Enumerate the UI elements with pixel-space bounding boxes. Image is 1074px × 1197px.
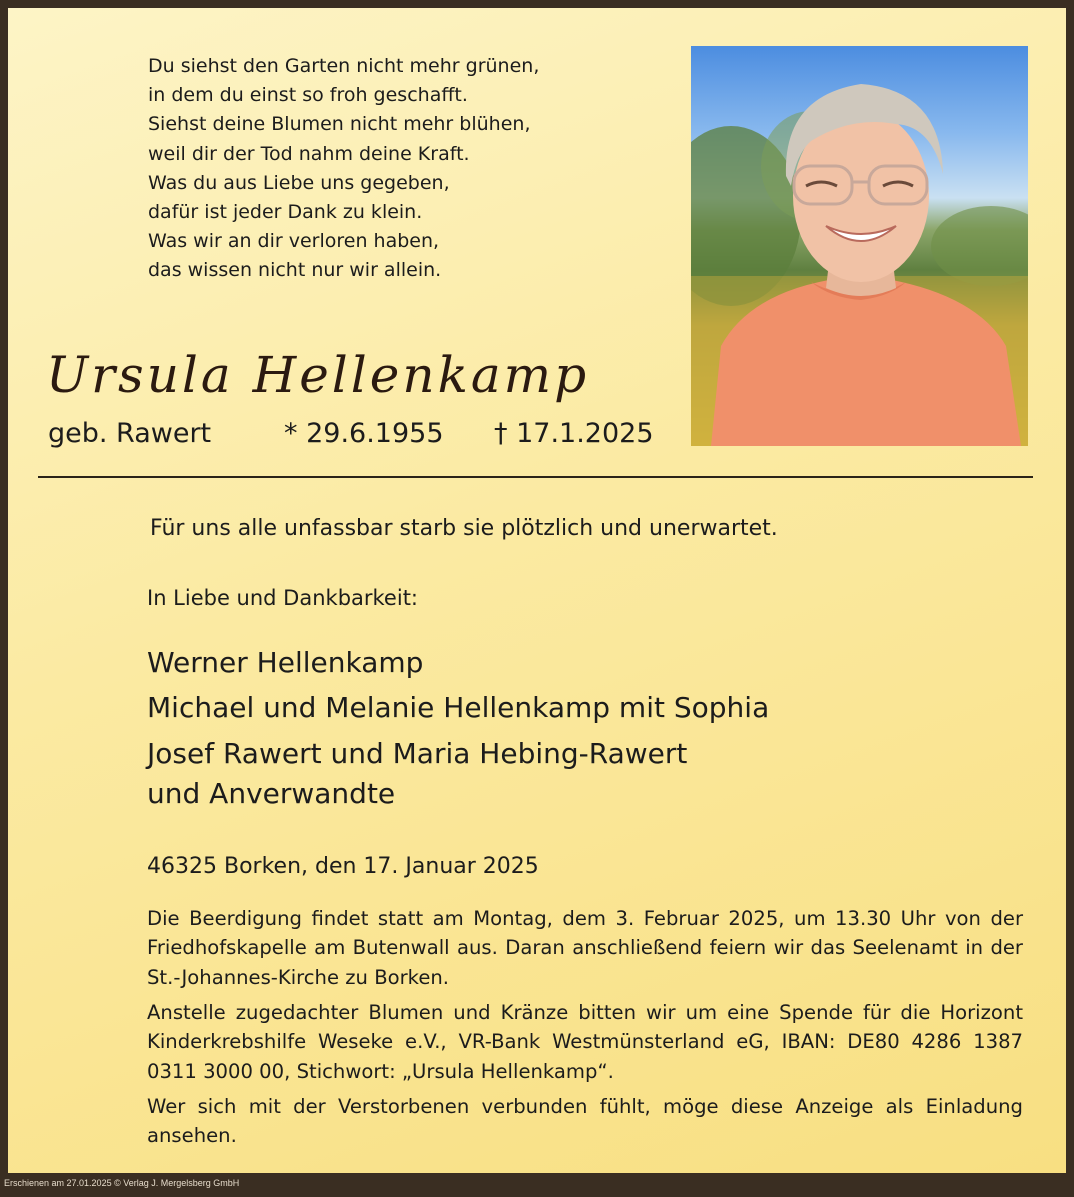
donation-paragraph: Anstelle zugedachter Blumen und Kränze bitten wir um eine Spende für die Horizont Kinderkrebshilfe Weseke e.V., VR-Bank Westmünsterland eG, IBAN: DE80 4286 1387 0311 3000 00, Stichwort: „Ursula Hellenkamp“. bbox=[147, 1001, 1023, 1083]
poem-line: Siehst deine Blumen nicht mehr blühen, bbox=[148, 113, 531, 136]
funeral-paragraph: Die Beerdigung findet statt am Montag, dem 3. Februar 2025, um 13.30 Uhr von der Friedhofskapelle am Butenwall aus. Daran anschließend feiern wir das Seelenamt in der St.-Johannes-Kirche zu Borken. bbox=[147, 907, 1023, 989]
invitation-paragraph: Wer sich mit der Verstorbenen verbunden fühlt, möge diese Anzeige als Einladung ansehen. bbox=[147, 1095, 1023, 1148]
poem-line: in dem du einst so froh geschafft. bbox=[148, 84, 468, 107]
sudden-death-note: Für uns alle unfassbar starb sie plötzlich und unerwartet. bbox=[150, 516, 778, 541]
death-date: † 17.1.2025 bbox=[494, 418, 654, 449]
divider bbox=[38, 476, 1033, 478]
poem-line: Was du aus Liebe uns gegeben, bbox=[148, 171, 450, 194]
birth-date: * 29.6.1955 bbox=[284, 418, 444, 449]
poem bbox=[148, 52, 668, 286]
publication-footer: Erschienen am 27.01.2025 © Verlag J. Mergelsberg GmbH bbox=[4, 1178, 240, 1188]
mourner: Werner Hellenkamp bbox=[147, 646, 424, 679]
obituary-card bbox=[8, 8, 1066, 1173]
poem-line: das wissen nicht nur wir allein. bbox=[148, 259, 442, 282]
mourner: Michael und Melanie Hellenkamp mit Sophia bbox=[147, 691, 770, 725]
poem-line: dafür ist jeder Dank zu klein. bbox=[148, 201, 423, 224]
gratitude-intro: In Liebe und Dankbarkeit: bbox=[147, 586, 419, 610]
maiden-name: geb. Rawert bbox=[48, 418, 212, 449]
mourner: und Anverwandte bbox=[147, 776, 396, 810]
deceased-name: Ursula Hellenkamp bbox=[46, 346, 590, 404]
poem-line: Was wir an dir verloren haben, bbox=[148, 230, 440, 253]
mourners-list bbox=[147, 640, 769, 812]
place-date: 46325 Borken, den 17. Januar 2025 bbox=[147, 854, 539, 879]
portrait-photo bbox=[691, 46, 1028, 446]
poem-line: Du siehst den Garten nicht mehr grünen, bbox=[148, 55, 540, 77]
poem-line: weil dir der Tod nahm deine Kraft. bbox=[148, 142, 470, 165]
mourner: Josef Rawert und Maria Hebing-Rawert bbox=[147, 736, 688, 770]
